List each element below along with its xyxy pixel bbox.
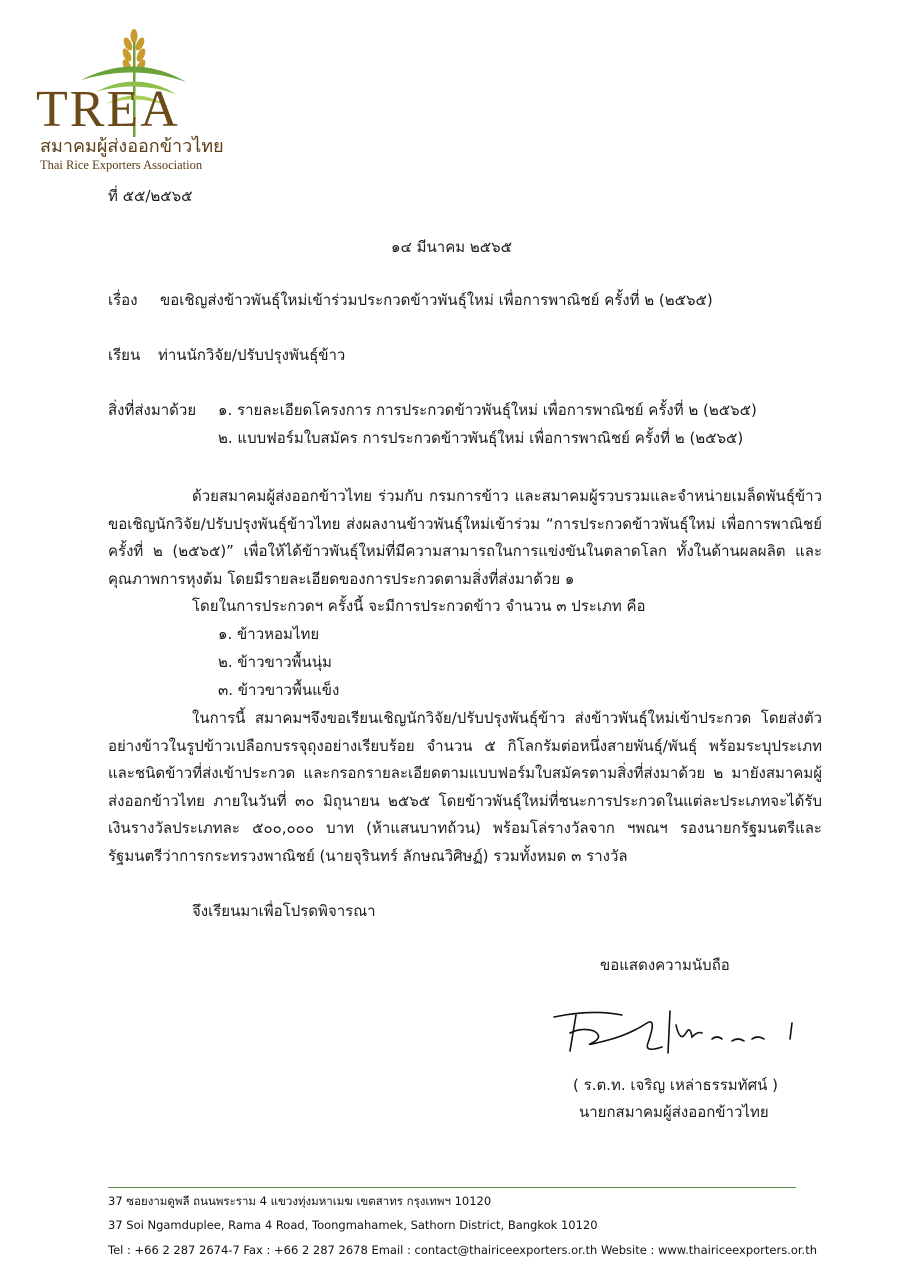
category-item-3: ๓. ข้าวขาวพื้นแข็ง xyxy=(218,681,340,699)
footer-contact: Tel : +66 2 287 2674-7 Fax : +66 2 287 2678 Email : contact@thairiceexporters.or.th Website : www.thairiceexporters.or.th xyxy=(108,1243,818,1257)
logo-letters: TREA xyxy=(36,81,180,138)
signer-title: นายกสมาคมผู้ส่งออกข้าวไทย xyxy=(579,1103,769,1121)
enclosure-label: สิ่งที่ส่งมาด้วย xyxy=(108,401,197,419)
signer-name: ( ร.ต.ท. เจริญ เหล่าธรรมทัศน์ ) xyxy=(573,1076,778,1094)
signature-image xyxy=(552,1003,802,1063)
body-paragraph-2: โดยในการประกวดฯ ครั้งนี้ จะมีการประกวดข้าว จำนวน ๓ ประเภท คือ xyxy=(192,597,646,615)
enclosure-item-2: ๒. แบบฟอร์มใบสมัคร การประกวดข้าวพันธุ์ใหม่ เพื่อการพาณิชย์ ครั้งที่ ๒ (๒๕๖๕) xyxy=(218,429,744,447)
reference-number: ที่ ๕๕/๒๕๖๕ xyxy=(108,187,193,205)
closing-line: จึงเรียนมาเพื่อโปรดพิจารณา xyxy=(192,902,376,920)
letter-date: ๑๔ มีนาคม ๒๕๖๕ xyxy=(391,238,513,256)
footer-address-english: 37 Soi Ngamduplee, Rama 4 Road, Toongmahamek, Sathorn District, Bangkok 10120 xyxy=(108,1218,598,1232)
footer-divider xyxy=(108,1187,796,1188)
subject-label: เรื่อง xyxy=(108,291,138,309)
logo-thai-name: สมาคมผู้ส่งออกข้าวไทย xyxy=(40,136,224,157)
body-paragraph-1: ด้วยสมาคมผู้ส่งออกข้าวไทย ร่วมกับ กรมการข้าว และสมาคมผู้รวบรวมและจำหน่ายเมล็ดพันธุ์ข้าว ขอเชิญนักวิจัย/ปรับปรุงพันธุ์ข้าวไทย ส่งผลงานข้าวพันธุ์ใหม่เข้าร่วม “การประกวดข้าวพันธุ์ใหม่ เพื่อการพาณิชย์ ครั้งที่ ๒ (๒๕๖๕)” เพื่อให้ได้ข้าวพันธุ์ใหม่ที่มีความสามารถในการแข่งขันในตลาดโลก ทั้งในด้านผลผลิต และคุณภาพการหุงต้ม โดยมีรายละเอียดของการประกวดตามสิ่งที่ส่งมาด้วย ๑ xyxy=(108,487,822,588)
recipient-label: เรียน xyxy=(108,346,141,364)
footer-address-thai: 37 ซอยงามดูพลี ถนนพระราม 4 แขวงทุ่งมหาเมฆ เขตสาทร กรุงเทพฯ 10120 xyxy=(108,1194,492,1208)
enclosure-item-1: ๑. รายละเอียดโครงการ การประกวดข้าวพันธุ์ใหม่ เพื่อการพาณิชย์ ครั้งที่ ๒ (๒๕๖๕) xyxy=(218,401,757,419)
logo-english-name: Thai Rice Exporters Association xyxy=(40,158,203,172)
recipient-text: ท่านนักวิจัย/ปรับปรุงพันธุ์ข้าว xyxy=(158,346,346,364)
body-paragraph-3: ในการนี้ สมาคมฯจึงขอเรียนเชิญนักวิจัย/ปรับปรุงพันธุ์ข้าว ส่งข้าวพันธุ์ใหม่เข้าประกวด โดยส่งตัวอย่างข้าวในรูปข้าวเปลือกบรรจุถุงอย่างเรียบร้อย จำนวน ๕ กิโลกรัมต่อหนึ่งสายพันธุ์/พันธุ์ พร้อมระบุประเภท และชนิดข้าวที่ส่งเข้าประกวด และกรอกรายละเอียดตามแบบฟอร์มใบสมัครตามสิ่งที่ส่งมาด้วย ๒ มายังสมาคมผู้ส่งออกข้าวไทย ภายในวันที่ ๓๐ มิถุนายน ๒๕๖๕ โดยข้าวพันธุ์ใหม่ที่ชนะการประกวดในแต่ละประเภทจะได้รับเงินรางวัลประเภทละ ๕๐๐,๐๐๐ บาท (ห้าแสนบาทถ้วน) พร้อมโล่รางวัลจาก ฯพณฯ รองนายกรัฐมนตรีและรัฐมนตรีว่าการกระทรวงพาณิชย์ (นายจุรินทร์ ลักษณวิศิษฏ์) รวมทั้งหมด ๓ รางวัล xyxy=(108,709,822,865)
regards-line: ขอแสดงความนับถือ xyxy=(600,956,730,974)
category-item-1: ๑. ข้าวหอมไทย xyxy=(218,625,320,643)
subject-text: ขอเชิญส่งข้าวพันธุ์ใหม่เข้าร่วมประกวดข้าวพันธุ์ใหม่ เพื่อการพาณิชย์ ครั้งที่ ๒ (๒๕๖๕) xyxy=(160,291,713,309)
category-item-2: ๒. ข้าวขาวพื้นนุ่ม xyxy=(218,653,332,671)
